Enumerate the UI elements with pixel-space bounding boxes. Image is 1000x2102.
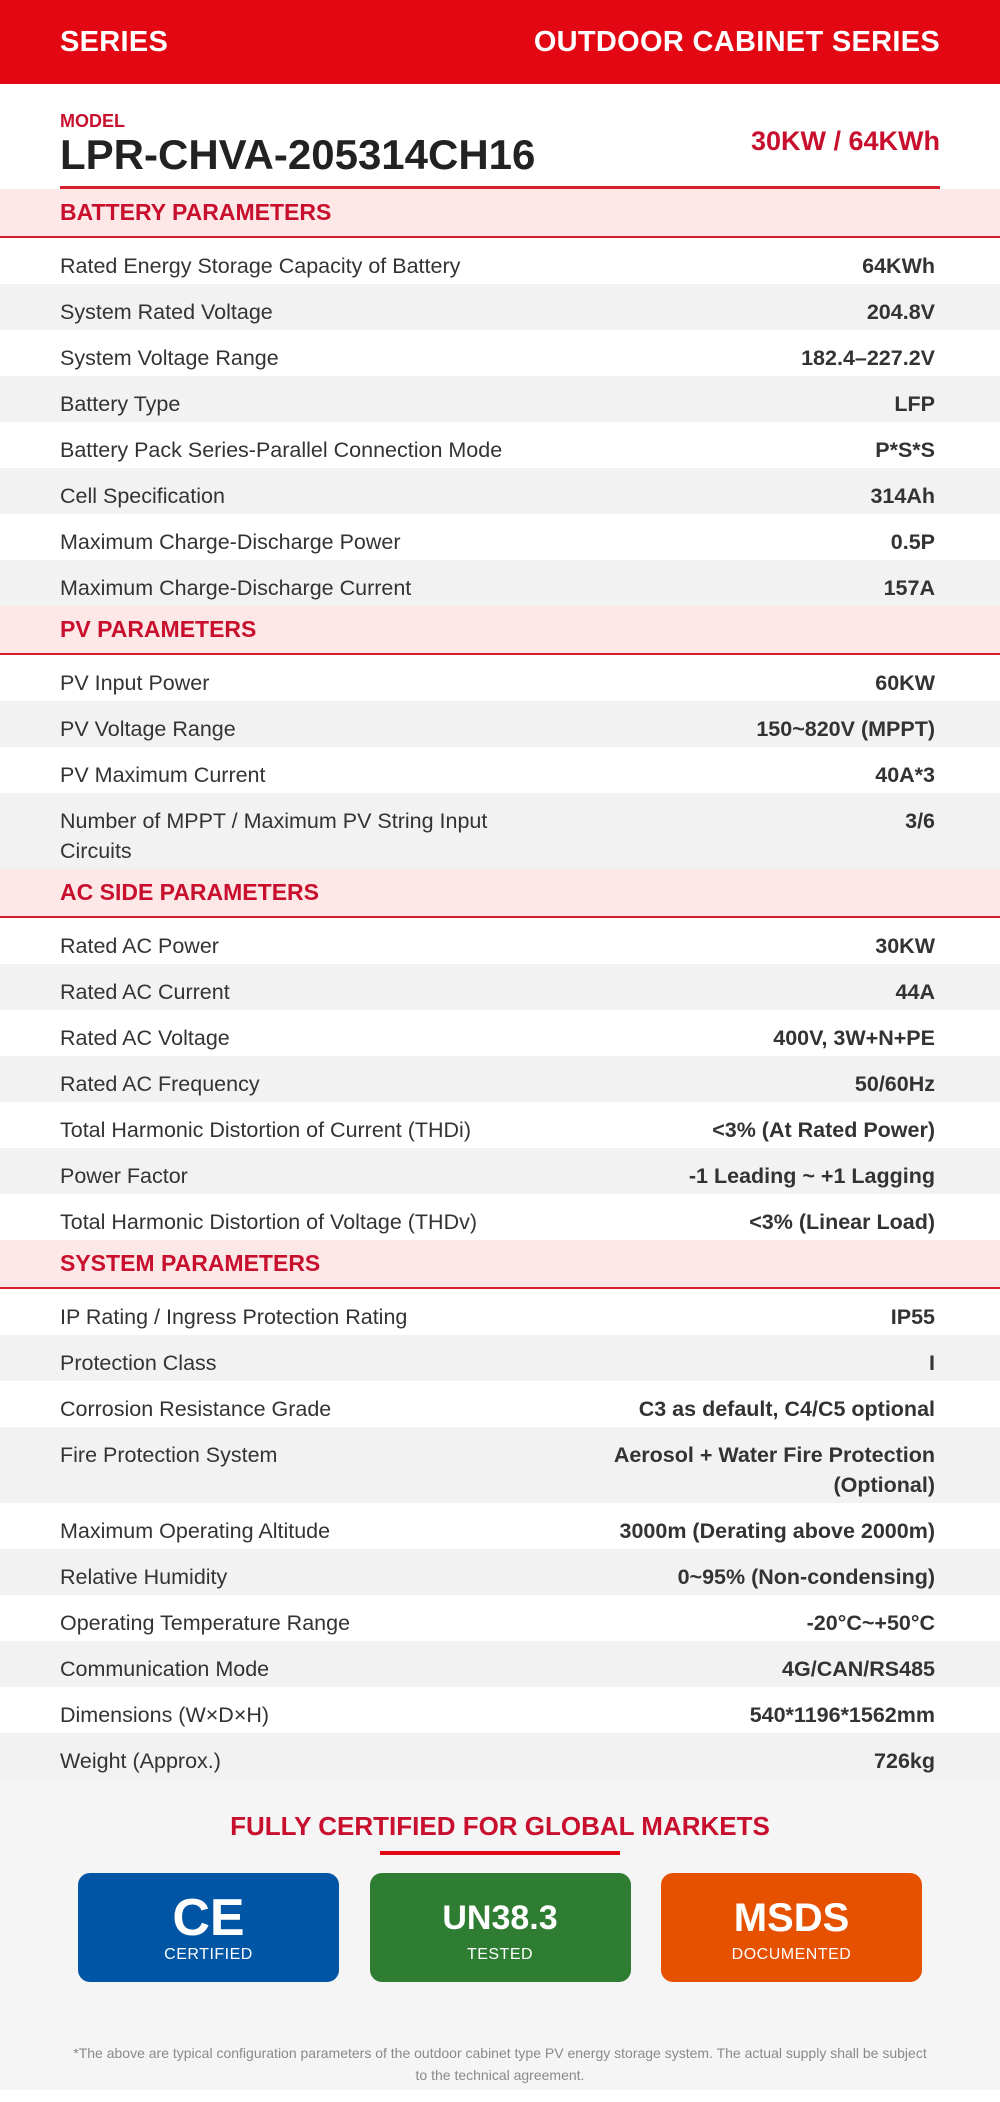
spec-label: PV Maximum Current <box>60 763 266 787</box>
spec-value: 314Ah <box>870 484 935 508</box>
model-power-rating: 30KW / 64KWh <box>750 126 940 156</box>
un383-badge-title: UN38.3 <box>442 1898 558 1937</box>
spec-row <box>0 793 1000 869</box>
spec-row <box>0 468 1000 514</box>
spec-label: Total Harmonic Distortion of Voltage (THDv) <box>60 1210 478 1234</box>
model-block <box>0 84 1000 186</box>
spec-row <box>0 422 1000 468</box>
spec-row <box>0 918 1000 964</box>
spec-row <box>0 1733 1000 1779</box>
spec-label: Dimensions (W×D×H) <box>60 1703 270 1727</box>
spec-label: Protection Class <box>60 1351 217 1375</box>
spec-label: Power Factor <box>60 1164 188 1188</box>
spec-label: Battery Pack Series-Parallel Connection Mode <box>60 438 503 462</box>
model-label: MODEL <box>60 111 125 131</box>
spec-label: Weight (Approx.) <box>60 1749 221 1773</box>
spec-value: 540*1196*1562mm <box>749 1703 935 1727</box>
spec-label: PV Voltage Range <box>60 717 236 741</box>
spec-value: 60KW <box>875 671 935 695</box>
spec-value: Aerosol + Water Fire Protection (Optional) <box>613 1443 935 1497</box>
spec-value: 4G/CAN/RS485 <box>782 1657 935 1681</box>
spec-label: IP Rating / Ingress Protection Rating <box>60 1305 408 1329</box>
spec-value: IP55 <box>890 1305 935 1329</box>
section-header: BATTERY PARAMETERS <box>0 189 1000 238</box>
section-header: SYSTEM PARAMETERS <box>0 1240 1000 1289</box>
spec-value: <3% (Linear Load) <box>749 1210 935 1234</box>
spec-label: Corrosion Resistance Grade <box>60 1397 332 1421</box>
spec-row <box>0 1503 1000 1549</box>
spec-value: I <box>929 1351 935 1375</box>
spec-row <box>0 238 1000 284</box>
spec-value: 50/60Hz <box>854 1072 935 1096</box>
ce-badge-subtitle: CERTIFIED <box>164 1945 253 1963</box>
spec-label: System Voltage Range <box>60 346 279 370</box>
spec-label: Rated AC Power <box>60 934 219 958</box>
spec-row <box>0 560 1000 606</box>
spec-value: 0.5P <box>890 530 935 554</box>
spec-value: 204.8V <box>866 300 935 324</box>
section-header: AC SIDE PARAMETERS <box>0 869 1000 918</box>
msds-badge-subtitle: DOCUMENTED <box>731 1945 852 1963</box>
spec-label: Cell Specification <box>60 484 225 508</box>
spec-value: 150~820V (MPPT) <box>756 717 935 741</box>
spec-value: 182.4–227.2V <box>801 346 935 370</box>
certification-title: FULLY CERTIFIED FOR GLOBAL MARKETS <box>230 1811 770 1841</box>
spec-value: 3000m (Derating above 2000m) <box>619 1519 935 1543</box>
spec-value: 44A <box>895 980 935 1004</box>
spec-row <box>0 655 1000 701</box>
spec-row <box>0 1427 1000 1503</box>
spec-row <box>0 1641 1000 1687</box>
spec-value: P*S*S <box>875 438 935 462</box>
spec-value: -20°C~+50°C <box>806 1611 935 1635</box>
un383-badge-subtitle: TESTED <box>466 1945 534 1963</box>
certification-underline <box>380 1851 620 1855</box>
spec-value: LFP <box>894 392 935 416</box>
spec-value: 157A <box>883 576 935 600</box>
msds-badge <box>661 1873 922 1982</box>
model-name: LPR-CHVA-205314CH16 <box>60 131 536 178</box>
certification-panel <box>0 1779 1000 2030</box>
ce-badge-title: CE <box>172 1888 245 1947</box>
spec-row <box>0 1381 1000 1427</box>
footnote: *The above are typical configuration parameters of the outdoor cabinet type PV energy storage system. The actual supply shall be subject to the technical agreement. <box>0 2030 1000 2090</box>
section-header: PV PARAMETERS <box>0 606 1000 655</box>
spec-value: 726kg <box>874 1749 935 1773</box>
spec-row <box>0 1595 1000 1641</box>
spec-value: 30KW <box>875 934 935 958</box>
spec-value: C3 as default, C4/C5 optional <box>638 1397 935 1421</box>
spec-row <box>0 1335 1000 1381</box>
spec-row <box>0 1010 1000 1056</box>
spec-label: Maximum Operating Altitude <box>60 1519 331 1543</box>
spec-row <box>0 514 1000 560</box>
spec-table <box>0 189 1000 1779</box>
spec-label: Battery Type <box>60 392 181 416</box>
spec-row <box>0 1102 1000 1148</box>
spec-label: Rated Energy Storage Capacity of Battery <box>60 254 461 278</box>
spec-label: Fire Protection System <box>60 1443 278 1467</box>
spec-label: Rated AC Voltage <box>60 1026 230 1050</box>
spec-row <box>0 1194 1000 1240</box>
spec-value: <3% (At Rated Power) <box>712 1118 935 1142</box>
un383-badge <box>370 1873 631 1982</box>
spec-row <box>0 284 1000 330</box>
spec-row <box>0 747 1000 793</box>
certification-badges <box>0 1873 1000 1982</box>
spec-row <box>0 1549 1000 1595</box>
spec-label: Number of MPPT / Maximum PV String Input Circuits <box>60 809 488 863</box>
spec-row <box>0 330 1000 376</box>
spec-value: 64KWh <box>862 254 935 278</box>
spec-value: 0~95% (Non-condensing) <box>677 1565 935 1589</box>
spec-label: Total Harmonic Distortion of Current (THDi) <box>60 1118 471 1142</box>
spec-label: Maximum Charge-Discharge Current <box>60 576 412 600</box>
ce-badge <box>78 1873 339 1982</box>
spec-value: 3/6 <box>905 809 935 833</box>
spec-row <box>0 1148 1000 1194</box>
spec-row <box>0 1687 1000 1733</box>
spec-row <box>0 1289 1000 1335</box>
spec-label: Relative Humidity <box>60 1565 228 1589</box>
spec-label: PV Input Power <box>60 671 210 695</box>
model-info <box>60 112 535 178</box>
spec-row <box>0 701 1000 747</box>
spec-row <box>0 376 1000 422</box>
spec-value: 400V, 3W+N+PE <box>773 1026 935 1050</box>
spec-label: Operating Temperature Range <box>60 1611 351 1635</box>
spec-row <box>0 964 1000 1010</box>
series-title: OUTDOOR CABINET SERIES <box>533 25 940 58</box>
spec-label: Rated AC Frequency <box>60 1072 260 1096</box>
top-banner <box>0 0 1000 84</box>
spec-row <box>0 1056 1000 1102</box>
spec-label: Rated AC Current <box>60 980 230 1004</box>
spec-label: Maximum Charge-Discharge Power <box>60 530 401 554</box>
spec-value: -1 Leading ~ +1 Lagging <box>688 1164 935 1188</box>
series-label: SERIES <box>60 25 169 58</box>
msds-badge-title: MSDS <box>733 1895 850 1940</box>
spec-label: System Rated Voltage <box>60 300 273 324</box>
spec-value: 40A*3 <box>875 763 935 787</box>
spec-label: Communication Mode <box>60 1657 270 1681</box>
